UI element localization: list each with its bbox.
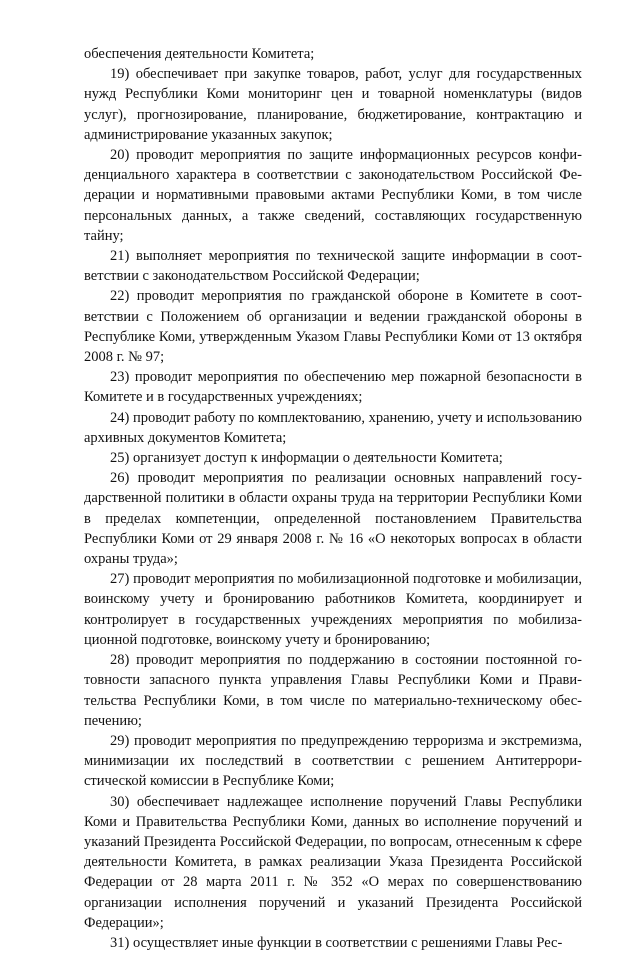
paragraph-item-29: 29) проводит мероприятия по предупреждению терроризма и экстремизма, минимизации их последствий в соответствии с решением Антитеррористической комиссии в Республике Коми; <box>84 732 582 790</box>
paragraph-continuation: обеспечения деятельности Комитета; <box>84 46 315 62</box>
paragraph-item-23: 23) проводит мероприятия по обеспечению мер пожарной безопасности в Комитете и в государственных учреждениях; <box>84 369 582 406</box>
paragraph-item-26: 26) проводит мероприятия по реализации основных направлений государственной политики в области охраны труда на территории Республики Коми в пределах компетенции, определенной постановлением Правительства Республики Коми от 29 января 2008 г. № 16 «О некоторых вопросах в области охраны труда»; <box>84 470 582 568</box>
paragraph-item-22: 22) проводит мероприятия по гражданской обороне в Комитете в соответствии с Положением об организации и ведении гражданской обороны в Республике Коми, утвержденным Указом Главы Республики Коми от 13 октября 2008 г. № 97; <box>84 288 582 366</box>
document-page <box>84 44 582 953</box>
paragraph-item-21: 21) выполняет мероприятия по технической защите информации в соответствии с законодательством Российской Федерации; <box>84 248 582 285</box>
paragraph-item-31: 31) осуществляет иные функции в соответствии с решениями Главы Рес- <box>110 934 563 951</box>
paragraph-item-20: 20) проводит мероприятия по защите информационных ресурсов конфиденциального характера в соответствии с законодательством Российской Федерации и нормативными правовыми актами Республики Коми, в том числе персональных данных, а также сведений, составляющих государственную тайну; <box>84 147 582 244</box>
paragraph-item-28: 28) проводит мероприятия по поддержанию в состоянии постоянной готовности запасного пункта управления Главы Республики Коми и Правительства Республики Коми, в том числе по материально-техническому обеспечению; <box>84 652 582 729</box>
paragraph-item-27: 27) проводит мероприятия по мобилизационной подготовке и мобилизации, воинскому учету и бронированию работников Комитета, координирует и контролирует в государственных учреждениях мероприятия по мобилизационной подготовке, воинскому учету и бронированию; <box>84 571 582 648</box>
paragraph-item-19: 19) обеспечивает при закупке товаров, работ, услуг для государственных нужд Республики Коми мониторинг цен и товарной номенклатуры (видов услуг), прогнозирование, планирование, бюджетирование, контрактацию и администрирование указанных закупок; <box>84 66 582 143</box>
paragraph-item-24: 24) проводит работу по комплектованию, хранению, учету и использованию архивных документов Комитета; <box>84 409 582 446</box>
paragraph-item-25: 25) организует доступ к информации о деятельности Комитета; <box>110 450 503 467</box>
paragraph-item-30: 30) обеспечивает надлежащее исполнение поручений Главы Республики Коми и Правительства Республики Коми, данных во исполнение поручений и указаний Президента Российской Федерации, по вопросам, отнесенным к сфере деятельности Комитета, в рамках реализации Указа Президента Российской Федерации от 28 марта 2011 г. № 352 «О мерах по совершенствованию организации исполнения поручений и указаний Президента Российской Федерации»; <box>84 793 582 931</box>
